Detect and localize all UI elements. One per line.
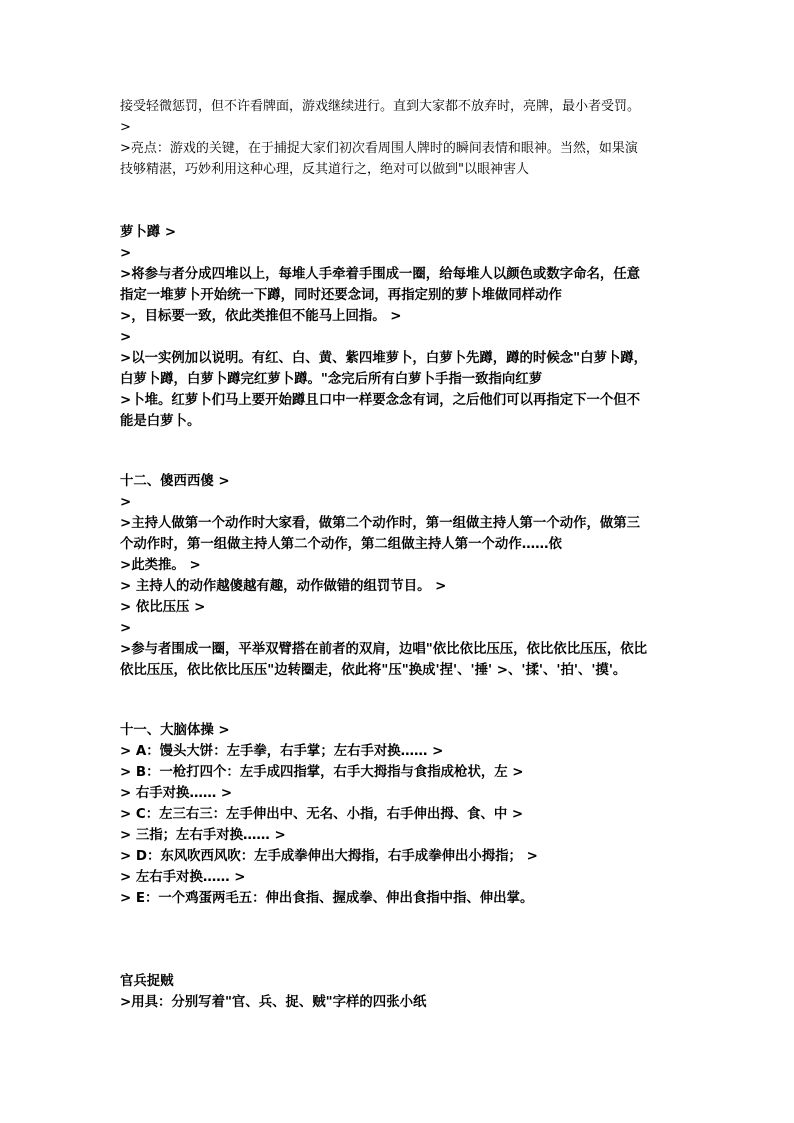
text-line: 接受轻微惩罚，但不许看牌面，游戏继续进行。直到大家都不放弃时，亮牌，最小者受罚。 <box>120 99 641 114</box>
text-line: > E：一个鸡蛋两毛五：伸出食指、握成拳、伸出食指中指、伸出掌。 <box>120 891 534 906</box>
text-line: > D：东风吹西风吹：左手成拳伸出大拇指，右手成拳伸出小拇指； > <box>120 849 538 864</box>
section-heading: 官兵捉贼 <box>120 974 174 989</box>
text-line: 白萝卜蹲，白萝卜蹲完红萝卜蹲。"念完后所有白萝卜手指一致指向红萝 <box>120 372 543 387</box>
text-line: >将参与者分成四堆以上，每堆人手牵着手围成一圈，给每堆人以颜色或数字命名，任意 <box>120 267 641 282</box>
text-line: > 依比压压 > <box>120 600 206 615</box>
text-line: > 主持人的动作越傻越有趣，动作做错的组罚节目。 > <box>120 579 447 594</box>
text-line: >以一实例加以说明。有红、白、黄、紫四堆萝卜，白萝卜先蹲，蹲的时候念"白萝卜蹲， <box>120 351 648 366</box>
text-line: > <box>120 621 132 636</box>
text-line: > A：馒头大饼：左手拳，右手掌；左右手对换…… > <box>120 744 444 759</box>
text-line: >用具：分别写着"官、兵、捉、贼"字样的四张小纸 <box>120 995 427 1010</box>
text-line: > 三指；左右手对换…… > <box>120 828 286 843</box>
text-line: >亮点：游戏的关键，在于捕捉大家们初次看周围人牌时的瞬间表情和眼神。当然，如果演 <box>120 141 638 156</box>
section-heading: 十一、大脑体操 > <box>120 723 230 738</box>
text-line: >主持人做第一个动作时大家看，做第二个动作时，第一组做主持人第一个动作，做第三 <box>120 516 641 531</box>
text-line: > 右手对换…… > <box>120 786 233 801</box>
text-line: 能是白萝卜。 <box>120 414 201 429</box>
section-heading: 十二、傻西西傻 > <box>120 474 230 489</box>
text-line: 指定一堆萝卜开始统一下蹲，同时还要念词，再指定别的萝卜堆做同样动作 <box>120 288 562 303</box>
text-line: >卜堆。红萝卜们马上要开始蹲且口中一样要念念有词，之后他们可以再指定下一个但不 <box>120 393 641 408</box>
text-line: 技够精湛，巧妙利用这种心理，反其道行之，绝对可以做到"以眼神害人 <box>120 162 529 177</box>
text-line: > B：一枪打四个：左手成四指掌，右手大拇指与食指成枪状，左 > <box>120 765 524 780</box>
text-line: 依比压压，依比依比压压"边转圈走，依此将"压"换成'捏'、'捶' >、'揉'、'拍'、'摸'。 <box>120 663 627 678</box>
text-line: > <box>120 495 132 510</box>
text-line: > 左右手对换…… > <box>120 870 246 885</box>
text-line: >此类推。 > <box>120 558 201 573</box>
section-heading: 萝卜蹲 > <box>120 225 177 240</box>
text-line: >参与者围成一圈，平举双臂搭在前者的双肩，边唱"依比依比压压，依比依比压压，依比 <box>120 642 648 657</box>
text-line: >，目标要一致，依此类推但不能马上回指。 > <box>120 309 402 324</box>
text-line: > <box>120 330 132 345</box>
text-line: > <box>120 120 131 135</box>
text-line: 个动作时，第一组做主持人第二个动作，第二组做主持人第一个动作……依 <box>120 537 562 552</box>
text-line: > <box>120 246 132 261</box>
text-line: > C：左三右三：左手伸出中、无名、小指，右手伸出拇、食、中 > <box>120 807 524 822</box>
